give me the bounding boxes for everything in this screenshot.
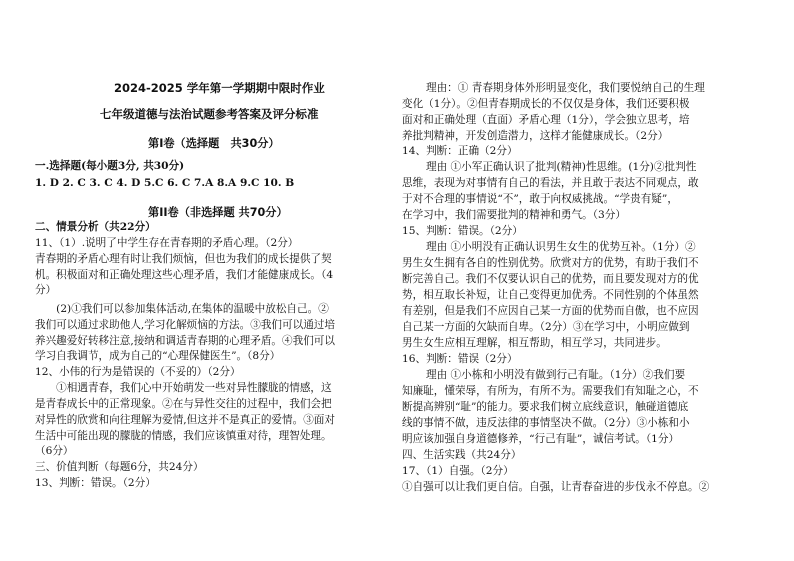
- part2-heading: 第II卷（非选择题 共70分）: [148, 206, 288, 219]
- right-line: 养批判精神，开发创造潜力，这样才能健康成长。（2分）: [402, 130, 669, 142]
- right-line: 男生女生应相互理解，相互帮助，相互学习，共同进步。: [402, 337, 667, 349]
- left-line: 是青春成长中的正常现象。②在与异性交往的过程中，我们会把: [35, 398, 332, 410]
- right-line: 理由 ①小明没有正确认识男生女生的优势互补。（1分）②: [426, 241, 696, 253]
- left-line: (2)①我们可以参加集体活动,在集体的温暖中放松自己。②: [35, 303, 329, 315]
- right-line: 理由 ①小栋和小明没有做到行己有耻。（1分）②我们要: [426, 369, 686, 381]
- right-line: 面对和正确处理（直面）矛盾心理（1分），学会独立思考，培: [402, 114, 690, 126]
- right-line: 断完善自己。我们不仅要认识自己的优势，而且要发现对方的优: [402, 273, 699, 285]
- right-line: 17、（1）自强。（2分）: [402, 465, 514, 477]
- right-line: 势，相互取长补短，让自己变得更加优秀。不同性别的个体虽然: [402, 289, 699, 301]
- left-line: 我们可以通过求助他人,学习化解烦恼的方法。③我们可以通过培: [35, 319, 335, 331]
- right-line: 在学习中，我们需要批判的精神和勇气。（3分）: [402, 209, 626, 221]
- part1-heading: 第Ⅰ卷（选择题 共30分）: [148, 137, 280, 150]
- right-line: 线的事情不做，违反法律的事情坚决不做。（2分）③小栋和小: [402, 417, 690, 429]
- document-title: 2024-2025 学年第一学期期中限时作业: [114, 81, 325, 95]
- left-line: 二、情景分析（共22分）: [35, 221, 156, 233]
- left-line: 青春期的矛盾心理有时让我们烦恼，但也为我们的成长提供了契: [35, 253, 332, 265]
- right-line: 有差别，但是我们不应因自己某一方面的优势而自傲，也不应因: [402, 305, 699, 317]
- left-line: 13、判断：错误。（2分）: [35, 477, 156, 489]
- left-line: 对异性的欣赏和向往理解为爱情,但这并不是真正的爱情。③面对: [35, 414, 335, 426]
- left-line: 学习自我调节，成为自己的“心理保健医生”。（8分）: [35, 350, 281, 362]
- right-line: 理由 ①小军正确认识了批判(精神)性思维。(1分)②批判性: [426, 161, 697, 173]
- right-line: 自己某一方面的欠缺而自卑。（2分）③在学习中，小明应做到: [402, 321, 690, 333]
- left-line: 三、价值判断（每题6分，共24分）: [35, 461, 204, 473]
- left-line: 分）: [35, 284, 57, 296]
- choice-question-label: 一.选择题(每小题3分, 共30分): [35, 160, 185, 172]
- right-line: 15、判断：错误。（2分）: [402, 225, 523, 237]
- left-line: 机。积极面对和正确处理这些心理矛盾，我们才能健康成长。（4: [35, 269, 334, 281]
- right-line: 理由：① 青春期身体外形明显变化，我们要悦纳自己的生理: [426, 82, 705, 94]
- left-line: （6分）: [35, 445, 74, 457]
- right-line: 断提高辨别“耻”的能力。要求我们树立底线意识，触碰道德底: [402, 401, 689, 413]
- left-line: ①相遇青春，我们心中开始萌发一些对异性朦胧的情感，这: [35, 382, 332, 394]
- right-line: 14、判断：正确（2分）: [402, 145, 518, 157]
- choice-answers: 1. D 2. C 3. C 4. D 5.C 6. C 7.A 8.A 9.C 10. B: [35, 177, 295, 189]
- right-line: 于对不合理的事情说“不”，敢于向权威挑战。“学贵有疑”，: [402, 193, 678, 205]
- right-line: 知廉耻，懂荣辱，有所为，有所不为。需要我们有知耻之心，不: [402, 385, 699, 397]
- right-line: 男生女生拥有各自的性别优势。欣赏对方的优势，有助于我们不: [402, 257, 699, 269]
- document-subtitle: 七年级道德与法治试题参考答案及评分标准: [100, 107, 319, 121]
- right-line: 四、生活实践（共24分）: [402, 449, 522, 461]
- left-line: 生活中可能出现的朦胧的情感，我们应该慎重对待，理智处理。: [35, 430, 332, 442]
- right-line: 16、判断：错误（2分）: [402, 353, 518, 365]
- left-line: 11、（1）.说明了中学生存在青春期的矛盾心理。（2分）: [35, 237, 299, 249]
- left-line: 养兴趣爱好转移注意,接纳和调适青春期的心理矛盾。④我们可以: [35, 335, 335, 347]
- right-line: ①自强可以让我们更自信。自强，让青春奋进的步伐永不停息。②: [402, 481, 710, 493]
- right-line: 思维，表现为对事情有自己的看法，并且敢于表达不同观点，敢: [402, 177, 699, 189]
- right-line: 明应该加强自身道德修养，“行己有耻”，诚信考试。（1分）: [402, 433, 680, 445]
- left-line: 12、小伟的行为是错误的（不妥的）（2分）: [35, 366, 241, 378]
- right-line: 变化（1分）。②但青春期成长的不仅仅是身体，我们还要积极: [402, 98, 690, 110]
